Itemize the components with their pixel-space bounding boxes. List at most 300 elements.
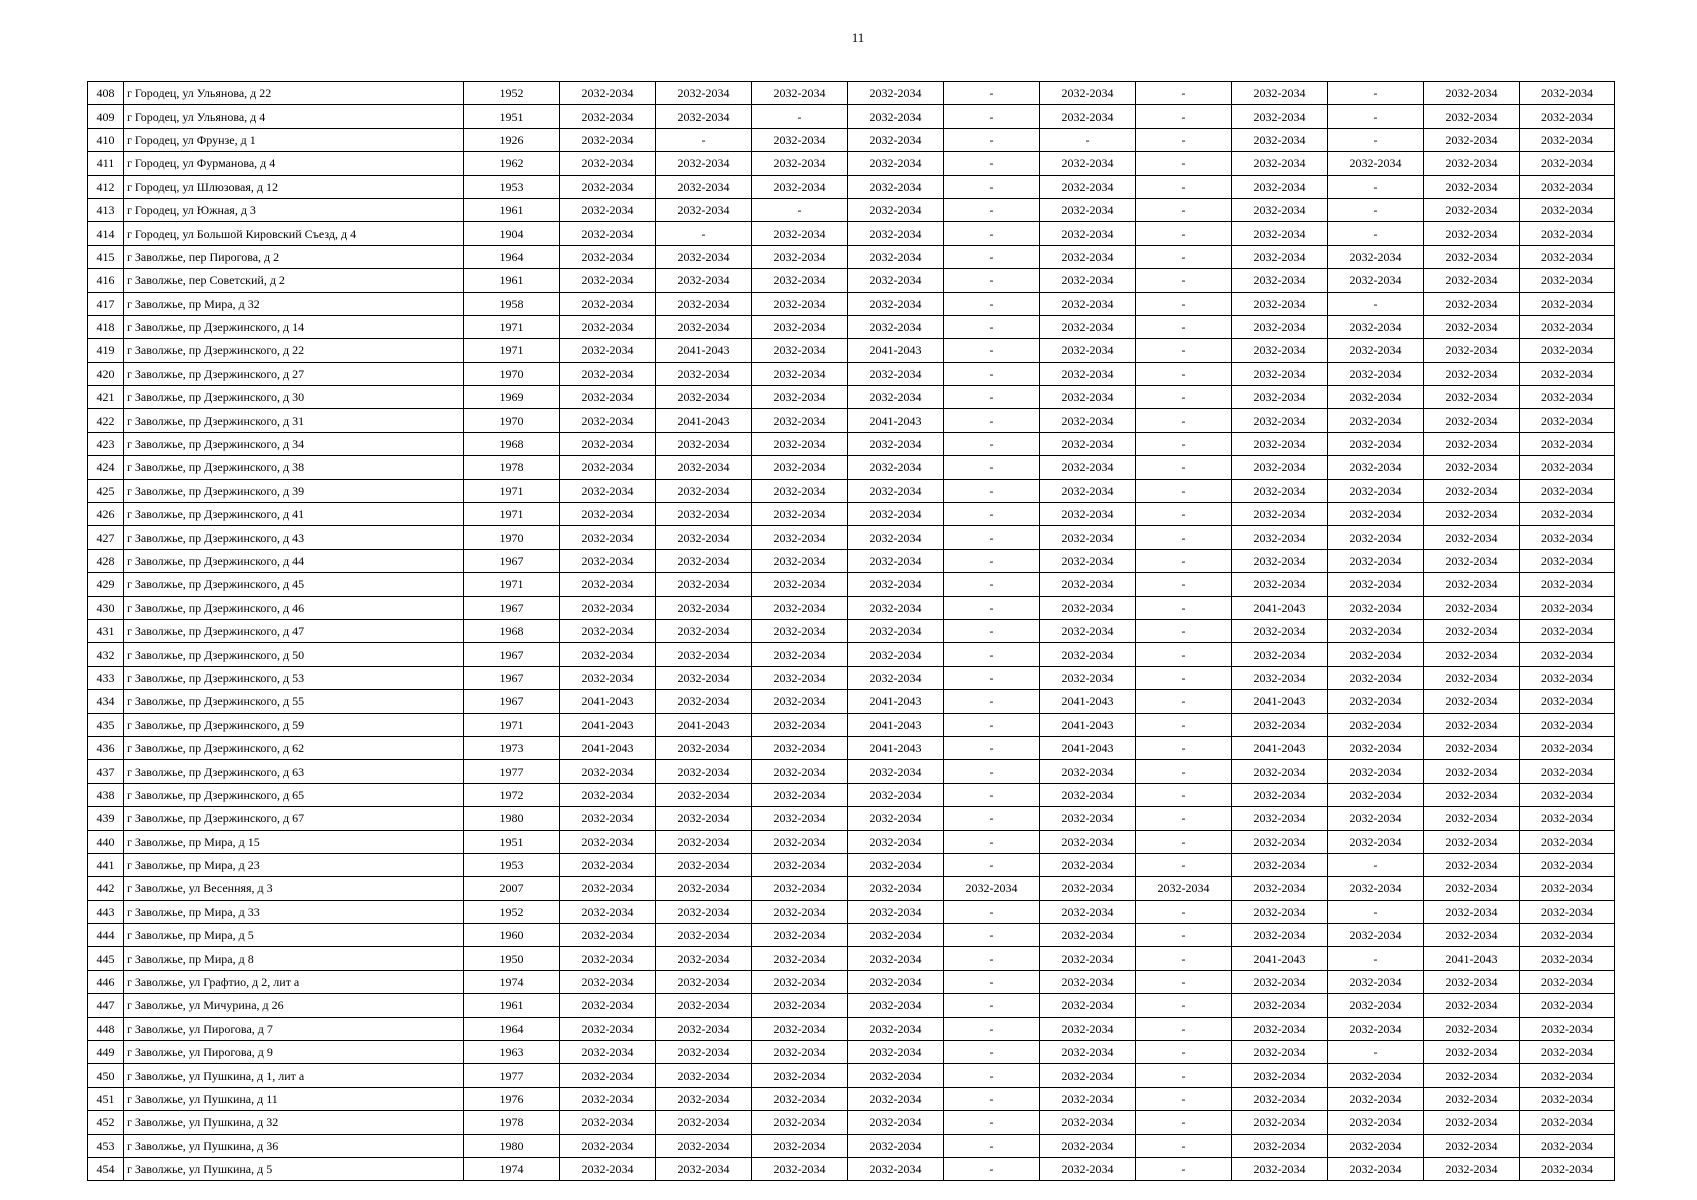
period-cell-6: 2041-2043 — [1040, 713, 1136, 736]
period-cell-6: 2032-2034 — [1040, 900, 1136, 923]
period-cell-4: 2032-2034 — [848, 315, 944, 338]
build-year-cell: 1951 — [464, 830, 560, 853]
period-cell-1: 2032-2034 — [560, 479, 656, 502]
period-cell-2: 2032-2034 — [656, 970, 752, 993]
period-cell-2: 2032-2034 — [656, 807, 752, 830]
period-cell-3: 2032-2034 — [752, 947, 848, 970]
period-cell-8: 2041-2043 — [1232, 736, 1328, 759]
table-row — [88, 1134, 1615, 1157]
address-cell: г Городец, ул Большой Кировский Съезд, д 4 — [124, 222, 464, 245]
period-cell-3: 2032-2034 — [752, 690, 848, 713]
period-cell-3: 2032-2034 — [752, 783, 848, 806]
period-cell-10: 2041-2043 — [1424, 947, 1520, 970]
period-cell-7: - — [1136, 292, 1232, 315]
period-cell-7: - — [1136, 503, 1232, 526]
table-row — [88, 666, 1615, 689]
address-cell: г Заволжье, ул Мичурина, д 26 — [124, 994, 464, 1017]
period-cell-6: 2032-2034 — [1040, 222, 1136, 245]
table-row — [88, 1111, 1615, 1134]
period-cell-5: - — [944, 947, 1040, 970]
period-cell-10: 2032-2034 — [1424, 315, 1520, 338]
address-cell: г Заволжье, ул Пирогова, д 7 — [124, 1017, 464, 1040]
period-cell-1: 2032-2034 — [560, 82, 656, 105]
address-cell: г Заволжье, пр Дзержинского, д 50 — [124, 643, 464, 666]
period-cell-10: 2032-2034 — [1424, 456, 1520, 479]
build-year-cell: 1970 — [464, 409, 560, 432]
period-cell-5: - — [944, 479, 1040, 502]
row-number: 408 — [88, 82, 124, 105]
period-cell-2: 2032-2034 — [656, 1017, 752, 1040]
address-cell: г Заволжье, пр Дзержинского, д 62 — [124, 736, 464, 759]
period-cell-8: 2032-2034 — [1232, 456, 1328, 479]
period-cell-10: 2032-2034 — [1424, 1087, 1520, 1110]
period-cell-10: 2032-2034 — [1424, 245, 1520, 268]
period-cell-1: 2032-2034 — [560, 807, 656, 830]
period-cell-9: 2032-2034 — [1328, 1087, 1424, 1110]
table-row — [88, 619, 1615, 642]
period-cell-6: 2032-2034 — [1040, 315, 1136, 338]
period-cell-9: 2032-2034 — [1328, 643, 1424, 666]
period-cell-1: 2032-2034 — [560, 362, 656, 385]
row-number: 414 — [88, 222, 124, 245]
row-number: 425 — [88, 479, 124, 502]
period-cell-4: 2032-2034 — [848, 573, 944, 596]
period-cell-8: 2032-2034 — [1232, 339, 1328, 362]
table-row — [88, 970, 1615, 993]
period-cell-11: 2032-2034 — [1520, 526, 1615, 549]
period-cell-7: - — [1136, 269, 1232, 292]
period-cell-1: 2032-2034 — [560, 222, 656, 245]
period-cell-7: - — [1136, 760, 1232, 783]
period-cell-4: 2032-2034 — [848, 924, 944, 947]
period-cell-5: - — [944, 456, 1040, 479]
row-number: 428 — [88, 549, 124, 572]
build-year-cell: 1976 — [464, 1087, 560, 1110]
period-cell-1: 2032-2034 — [560, 573, 656, 596]
row-number: 410 — [88, 128, 124, 151]
period-cell-9: 2032-2034 — [1328, 713, 1424, 736]
period-cell-1: 2032-2034 — [560, 1041, 656, 1064]
period-cell-4: 2032-2034 — [848, 900, 944, 923]
period-cell-10: 2032-2034 — [1424, 970, 1520, 993]
address-cell: г Заволжье, пр Дзержинского, д 38 — [124, 456, 464, 479]
period-cell-9: 2032-2034 — [1328, 1111, 1424, 1134]
period-cell-9: 2032-2034 — [1328, 315, 1424, 338]
period-cell-9: 2032-2034 — [1328, 409, 1424, 432]
table-row — [88, 456, 1615, 479]
period-cell-9: 2032-2034 — [1328, 339, 1424, 362]
period-cell-8: 2032-2034 — [1232, 1087, 1328, 1110]
period-cell-2: 2032-2034 — [656, 573, 752, 596]
period-cell-1: 2032-2034 — [560, 830, 656, 853]
period-cell-11: 2032-2034 — [1520, 128, 1615, 151]
period-cell-7: - — [1136, 690, 1232, 713]
period-cell-5: - — [944, 315, 1040, 338]
period-cell-6: 2032-2034 — [1040, 198, 1136, 221]
period-cell-1: 2041-2043 — [560, 736, 656, 759]
address-cell: г Заволжье, пр Дзержинского, д 59 — [124, 713, 464, 736]
period-cell-8: 2032-2034 — [1232, 409, 1328, 432]
period-cell-4: 2032-2034 — [848, 783, 944, 806]
period-cell-9: 2032-2034 — [1328, 1134, 1424, 1157]
table-row — [88, 596, 1615, 619]
period-cell-7: - — [1136, 339, 1232, 362]
period-cell-8: 2032-2034 — [1232, 994, 1328, 1017]
period-cell-1: 2032-2034 — [560, 1157, 656, 1180]
table-row — [88, 269, 1615, 292]
period-cell-2: 2032-2034 — [656, 292, 752, 315]
period-cell-3: 2032-2034 — [752, 853, 848, 876]
period-cell-10: 2032-2034 — [1424, 1041, 1520, 1064]
period-cell-9: 2032-2034 — [1328, 1017, 1424, 1040]
period-cell-5: - — [944, 1087, 1040, 1110]
period-cell-4: 2032-2034 — [848, 830, 944, 853]
table-row — [88, 760, 1615, 783]
period-cell-6: 2032-2034 — [1040, 994, 1136, 1017]
build-year-cell: 1952 — [464, 900, 560, 923]
period-cell-9: 2032-2034 — [1328, 245, 1424, 268]
period-cell-2: 2032-2034 — [656, 947, 752, 970]
table-row — [88, 432, 1615, 455]
row-number: 420 — [88, 362, 124, 385]
period-cell-5: - — [944, 807, 1040, 830]
period-cell-6: 2032-2034 — [1040, 526, 1136, 549]
table-row — [88, 573, 1615, 596]
build-year-cell: 1971 — [464, 315, 560, 338]
period-cell-5: - — [944, 690, 1040, 713]
period-cell-1: 2032-2034 — [560, 503, 656, 526]
period-cell-6: 2032-2034 — [1040, 386, 1136, 409]
period-cell-2: 2041-2043 — [656, 339, 752, 362]
period-cell-10: 2032-2034 — [1424, 526, 1520, 549]
period-cell-5: - — [944, 853, 1040, 876]
period-cell-10: 2032-2034 — [1424, 1017, 1520, 1040]
period-cell-7: - — [1136, 315, 1232, 338]
period-cell-7: - — [1136, 82, 1232, 105]
period-cell-5: - — [944, 970, 1040, 993]
period-cell-11: 2032-2034 — [1520, 666, 1615, 689]
period-cell-10: 2032-2034 — [1424, 853, 1520, 876]
schedule-table — [87, 81, 1615, 1181]
period-cell-4: 2032-2034 — [848, 666, 944, 689]
period-cell-1: 2032-2034 — [560, 1087, 656, 1110]
period-cell-4: 2032-2034 — [848, 105, 944, 128]
period-cell-9: 2032-2034 — [1328, 432, 1424, 455]
period-cell-5: - — [944, 666, 1040, 689]
address-cell: г Заволжье, пр Дзержинского, д 45 — [124, 573, 464, 596]
period-cell-9: 2032-2034 — [1328, 152, 1424, 175]
row-number: 415 — [88, 245, 124, 268]
period-cell-3: 2032-2034 — [752, 830, 848, 853]
period-cell-10: 2032-2034 — [1424, 690, 1520, 713]
period-cell-4: 2032-2034 — [848, 245, 944, 268]
period-cell-9: 2032-2034 — [1328, 807, 1424, 830]
period-cell-6: 2032-2034 — [1040, 82, 1136, 105]
period-cell-5: - — [944, 1064, 1040, 1087]
period-cell-2: 2032-2034 — [656, 1111, 752, 1134]
address-cell: г Заволжье, ул Пушкина, д 11 — [124, 1087, 464, 1110]
period-cell-5: 2032-2034 — [944, 877, 1040, 900]
period-cell-5: - — [944, 1041, 1040, 1064]
period-cell-9: 2032-2034 — [1328, 456, 1424, 479]
period-cell-9: 2032-2034 — [1328, 549, 1424, 572]
period-cell-6: 2032-2034 — [1040, 853, 1136, 876]
period-cell-1: 2032-2034 — [560, 198, 656, 221]
build-year-cell: 1967 — [464, 549, 560, 572]
period-cell-2: 2032-2034 — [656, 596, 752, 619]
period-cell-7: - — [1136, 526, 1232, 549]
period-cell-7: - — [1136, 596, 1232, 619]
period-cell-6: 2032-2034 — [1040, 339, 1136, 362]
table-row — [88, 1157, 1615, 1180]
table-row — [88, 853, 1615, 876]
period-cell-2: 2032-2034 — [656, 386, 752, 409]
period-cell-2: 2032-2034 — [656, 82, 752, 105]
period-cell-6: 2032-2034 — [1040, 105, 1136, 128]
period-cell-9: 2032-2034 — [1328, 479, 1424, 502]
period-cell-4: 2032-2034 — [848, 807, 944, 830]
period-cell-9: - — [1328, 222, 1424, 245]
period-cell-8: 2032-2034 — [1232, 362, 1328, 385]
period-cell-8: 2032-2034 — [1232, 292, 1328, 315]
period-cell-2: 2032-2034 — [656, 198, 752, 221]
table-row — [88, 807, 1615, 830]
period-cell-11: 2032-2034 — [1520, 713, 1615, 736]
period-cell-7: - — [1136, 409, 1232, 432]
table-row — [88, 409, 1615, 432]
build-year-cell: 1952 — [464, 82, 560, 105]
period-cell-1: 2032-2034 — [560, 432, 656, 455]
address-cell: г Заволжье, пр Дзержинского, д 46 — [124, 596, 464, 619]
schedule-table-wrapper — [87, 81, 1615, 1181]
period-cell-5: - — [944, 1134, 1040, 1157]
period-cell-10: 2032-2034 — [1424, 175, 1520, 198]
period-cell-9: 2032-2034 — [1328, 994, 1424, 1017]
row-number: 413 — [88, 198, 124, 221]
table-row — [88, 386, 1615, 409]
period-cell-7: - — [1136, 1041, 1232, 1064]
period-cell-8: 2032-2034 — [1232, 666, 1328, 689]
period-cell-3: - — [752, 105, 848, 128]
period-cell-9: 2032-2034 — [1328, 526, 1424, 549]
period-cell-2: 2032-2034 — [656, 245, 752, 268]
period-cell-5: - — [944, 339, 1040, 362]
table-row — [88, 105, 1615, 128]
row-number: 451 — [88, 1087, 124, 1110]
period-cell-9: - — [1328, 175, 1424, 198]
period-cell-2: 2041-2043 — [656, 409, 752, 432]
table-row — [88, 830, 1615, 853]
period-cell-5: - — [944, 1111, 1040, 1134]
period-cell-11: 2032-2034 — [1520, 947, 1615, 970]
period-cell-11: 2032-2034 — [1520, 1134, 1615, 1157]
row-number: 429 — [88, 573, 124, 596]
period-cell-7: - — [1136, 175, 1232, 198]
row-number: 445 — [88, 947, 124, 970]
address-cell: г Заволжье, ул Весенняя, д 3 — [124, 877, 464, 900]
period-cell-5: - — [944, 362, 1040, 385]
table-row — [88, 900, 1615, 923]
period-cell-1: 2041-2043 — [560, 713, 656, 736]
period-cell-2: 2032-2034 — [656, 549, 752, 572]
period-cell-5: - — [944, 526, 1040, 549]
period-cell-3: 2032-2034 — [752, 479, 848, 502]
period-cell-8: 2032-2034 — [1232, 807, 1328, 830]
period-cell-10: 2032-2034 — [1424, 1111, 1520, 1134]
period-cell-6: 2032-2034 — [1040, 549, 1136, 572]
period-cell-8: 2032-2034 — [1232, 315, 1328, 338]
period-cell-2: 2032-2034 — [656, 152, 752, 175]
table-row — [88, 877, 1615, 900]
period-cell-3: 2032-2034 — [752, 994, 848, 1017]
period-cell-8: 2032-2034 — [1232, 643, 1328, 666]
period-cell-5: - — [944, 596, 1040, 619]
period-cell-6: 2032-2034 — [1040, 175, 1136, 198]
period-cell-11: 2032-2034 — [1520, 900, 1615, 923]
period-cell-5: - — [944, 783, 1040, 806]
period-cell-6: 2032-2034 — [1040, 292, 1136, 315]
period-cell-4: 2032-2034 — [848, 549, 944, 572]
period-cell-2: 2032-2034 — [656, 1134, 752, 1157]
period-cell-11: 2032-2034 — [1520, 292, 1615, 315]
period-cell-1: 2032-2034 — [560, 105, 656, 128]
address-cell: г Заволжье, пр Дзержинского, д 14 — [124, 315, 464, 338]
period-cell-8: 2032-2034 — [1232, 479, 1328, 502]
period-cell-9: 2032-2034 — [1328, 666, 1424, 689]
period-cell-5: - — [944, 1157, 1040, 1180]
period-cell-6: 2032-2034 — [1040, 596, 1136, 619]
period-cell-5: - — [944, 760, 1040, 783]
period-cell-9: 2032-2034 — [1328, 386, 1424, 409]
table-row — [88, 362, 1615, 385]
period-cell-2: 2032-2034 — [656, 736, 752, 759]
build-year-cell: 1972 — [464, 783, 560, 806]
period-cell-3: 2032-2034 — [752, 409, 848, 432]
row-number: 433 — [88, 666, 124, 689]
build-year-cell: 1926 — [464, 128, 560, 151]
period-cell-7: - — [1136, 900, 1232, 923]
table-row — [88, 924, 1615, 947]
period-cell-6: 2032-2034 — [1040, 1157, 1136, 1180]
period-cell-2: 2032-2034 — [656, 315, 752, 338]
period-cell-8: 2041-2043 — [1232, 947, 1328, 970]
period-cell-9: 2032-2034 — [1328, 924, 1424, 947]
period-cell-11: 2032-2034 — [1520, 1017, 1615, 1040]
period-cell-2: 2041-2043 — [656, 713, 752, 736]
period-cell-2: 2032-2034 — [656, 1041, 752, 1064]
period-cell-10: 2032-2034 — [1424, 573, 1520, 596]
period-cell-7: - — [1136, 830, 1232, 853]
address-cell: г Заволжье, пр Мира, д 33 — [124, 900, 464, 923]
period-cell-7: - — [1136, 807, 1232, 830]
period-cell-1: 2032-2034 — [560, 1111, 656, 1134]
table-row — [88, 713, 1615, 736]
period-cell-6: 2032-2034 — [1040, 807, 1136, 830]
period-cell-2: 2032-2034 — [656, 760, 752, 783]
period-cell-8: 2032-2034 — [1232, 619, 1328, 642]
period-cell-7: - — [1136, 947, 1232, 970]
table-row — [88, 339, 1615, 362]
period-cell-11: 2032-2034 — [1520, 619, 1615, 642]
period-cell-8: 2032-2034 — [1232, 503, 1328, 526]
period-cell-3: 2032-2034 — [752, 152, 848, 175]
address-cell: г Заволжье, ул Пушкина, д 32 — [124, 1111, 464, 1134]
build-year-cell: 1971 — [464, 573, 560, 596]
period-cell-2: 2032-2034 — [656, 1157, 752, 1180]
period-cell-11: 2032-2034 — [1520, 807, 1615, 830]
period-cell-10: 2032-2034 — [1424, 1134, 1520, 1157]
period-cell-11: 2032-2034 — [1520, 152, 1615, 175]
row-number: 423 — [88, 432, 124, 455]
period-cell-7: - — [1136, 713, 1232, 736]
period-cell-10: 2032-2034 — [1424, 877, 1520, 900]
period-cell-6: 2032-2034 — [1040, 947, 1136, 970]
build-year-cell: 2007 — [464, 877, 560, 900]
row-number: 447 — [88, 994, 124, 1017]
build-year-cell: 1950 — [464, 947, 560, 970]
period-cell-4: 2032-2034 — [848, 1064, 944, 1087]
table-row — [88, 82, 1615, 105]
period-cell-3: 2032-2034 — [752, 128, 848, 151]
period-cell-8: 2032-2034 — [1232, 1111, 1328, 1134]
period-cell-2: 2032-2034 — [656, 994, 752, 1017]
period-cell-10: 2032-2034 — [1424, 549, 1520, 572]
period-cell-3: 2032-2034 — [752, 1041, 848, 1064]
table-row — [88, 245, 1615, 268]
period-cell-5: - — [944, 549, 1040, 572]
period-cell-8: 2032-2034 — [1232, 175, 1328, 198]
period-cell-10: 2032-2034 — [1424, 619, 1520, 642]
period-cell-4: 2032-2034 — [848, 128, 944, 151]
period-cell-2: 2032-2034 — [656, 853, 752, 876]
period-cell-10: 2032-2034 — [1424, 807, 1520, 830]
period-cell-7: - — [1136, 1087, 1232, 1110]
period-cell-4: 2032-2034 — [848, 526, 944, 549]
period-cell-4: 2032-2034 — [848, 760, 944, 783]
table-row — [88, 315, 1615, 338]
period-cell-4: 2032-2034 — [848, 269, 944, 292]
period-cell-11: 2032-2034 — [1520, 432, 1615, 455]
period-cell-1: 2032-2034 — [560, 409, 656, 432]
period-cell-3: 2032-2034 — [752, 807, 848, 830]
period-cell-8: 2032-2034 — [1232, 853, 1328, 876]
period-cell-6: 2032-2034 — [1040, 503, 1136, 526]
period-cell-1: 2032-2034 — [560, 1017, 656, 1040]
period-cell-4: 2041-2043 — [848, 713, 944, 736]
period-cell-8: 2032-2034 — [1232, 549, 1328, 572]
table-row — [88, 128, 1615, 151]
table-row — [88, 222, 1615, 245]
address-cell: г Заволжье, ул Пирогова, д 9 — [124, 1041, 464, 1064]
build-year-cell: 1974 — [464, 970, 560, 993]
period-cell-8: 2032-2034 — [1232, 82, 1328, 105]
period-cell-10: 2032-2034 — [1424, 362, 1520, 385]
period-cell-6: 2032-2034 — [1040, 152, 1136, 175]
period-cell-4: 2032-2034 — [848, 432, 944, 455]
period-cell-9: 2032-2034 — [1328, 573, 1424, 596]
period-cell-11: 2032-2034 — [1520, 105, 1615, 128]
period-cell-5: - — [944, 175, 1040, 198]
period-cell-6: 2032-2034 — [1040, 619, 1136, 642]
period-cell-5: - — [944, 736, 1040, 759]
period-cell-10: 2032-2034 — [1424, 713, 1520, 736]
period-cell-1: 2032-2034 — [560, 549, 656, 572]
period-cell-5: - — [944, 386, 1040, 409]
period-cell-3: 2032-2034 — [752, 456, 848, 479]
period-cell-8: 2032-2034 — [1232, 1134, 1328, 1157]
period-cell-10: 2032-2034 — [1424, 666, 1520, 689]
period-cell-8: 2032-2034 — [1232, 526, 1328, 549]
